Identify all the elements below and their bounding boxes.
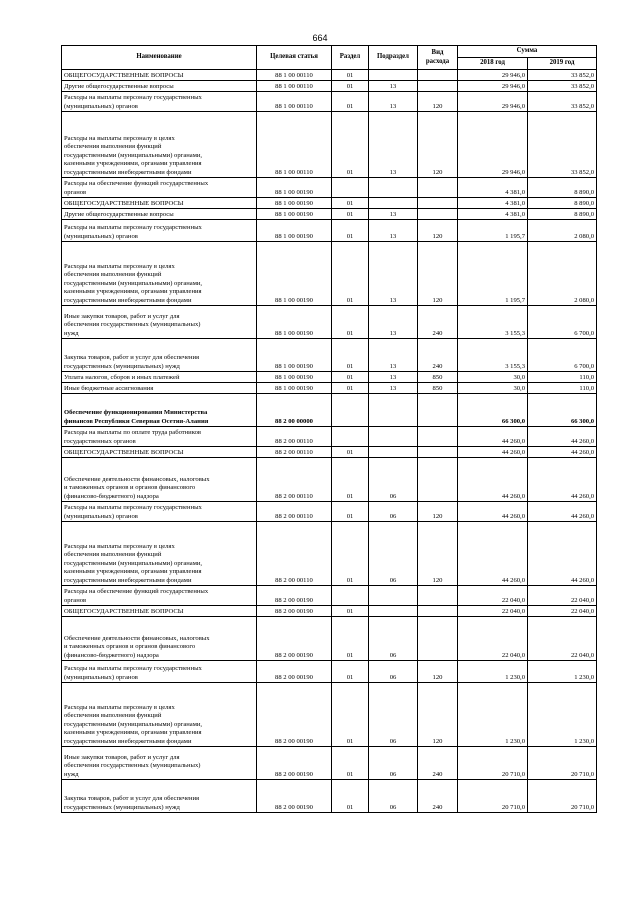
- row-target: 88 2 00 00190: [257, 617, 332, 661]
- row-expense-type: 120: [418, 220, 458, 242]
- row-sum-2018: 1 195,7: [458, 220, 528, 242]
- row-sum-2019: 44 260,0: [528, 522, 597, 586]
- table-row: [62, 372, 597, 383]
- table-body: [62, 70, 597, 813]
- row-expense-type: [418, 394, 458, 427]
- row-section: 01: [332, 502, 369, 522]
- row-subsection: [369, 178, 418, 198]
- row-subsection: 06: [369, 502, 418, 522]
- row-target: 88 2 00 00000: [257, 394, 332, 427]
- row-sum-2018: 30,0: [458, 372, 528, 383]
- budget-table: [61, 45, 597, 813]
- row-expense-type: [418, 427, 458, 447]
- row-name: Закупка товаров, работ и услуг для обеспечения государственных (муниципальных) нужд: [62, 339, 257, 372]
- row-section: 01: [332, 661, 369, 683]
- row-section: 01: [332, 683, 369, 747]
- row-sum-2019: 20 710,0: [528, 747, 597, 780]
- row-section: 01: [332, 606, 369, 617]
- row-target: 88 1 00 00190: [257, 220, 332, 242]
- row-name: Расходы на выплаты персоналу государственных (муниципальных) органов: [62, 220, 257, 242]
- row-name: ОБЩЕГОСУДАРСТВЕННЫЕ ВОПРОСЫ: [62, 447, 257, 458]
- row-subsection: 13: [369, 112, 418, 178]
- table-row: [62, 617, 597, 661]
- row-sum-2018: 29 946,0: [458, 92, 528, 112]
- row-sum-2018: 20 710,0: [458, 747, 528, 780]
- row-sum-2019: 1 230,0: [528, 683, 597, 747]
- row-section: 01: [332, 617, 369, 661]
- row-sum-2019: 44 260,0: [528, 427, 597, 447]
- row-name: Расходы на выплаты персоналу государственных (муниципальных) органов: [62, 92, 257, 112]
- row-expense-type: 120: [418, 112, 458, 178]
- row-subsection: [369, 394, 418, 427]
- row-sum-2018: 1 195,7: [458, 242, 528, 306]
- row-name: Закупка товаров, работ и услуг для обеспечения государственных (муниципальных) нужд: [62, 780, 257, 813]
- row-expense-type: [418, 198, 458, 209]
- row-name: Расходы на выплаты персоналу в целях обеспечения выполнения функций государственными (муниципальными) органами, казенными учреждениями, органами управления государственными внебюджетными фондами: [62, 522, 257, 586]
- row-section: 01: [332, 447, 369, 458]
- row-section: 01: [332, 92, 369, 112]
- header-subsection: Подраздел: [369, 46, 418, 70]
- row-sum-2019: 2 080,0: [528, 242, 597, 306]
- row-subsection: [369, 586, 418, 606]
- table-row: [62, 683, 597, 747]
- row-sum-2019: 20 710,0: [528, 780, 597, 813]
- row-sum-2018: 66 300,0: [458, 394, 528, 427]
- row-target: 88 2 00 00110: [257, 427, 332, 447]
- row-sum-2019: 33 852,0: [528, 92, 597, 112]
- row-target: 88 1 00 00110: [257, 112, 332, 178]
- row-name: Расходы на выплаты по оплате труда работников государственных органов: [62, 427, 257, 447]
- row-subsection: 06: [369, 683, 418, 747]
- row-sum-2019: 2 080,0: [528, 220, 597, 242]
- row-target: 88 1 00 00190: [257, 209, 332, 220]
- row-name: Другие общегосударственные вопросы: [62, 81, 257, 92]
- row-section: [332, 427, 369, 447]
- row-sum-2019: 8 890,0: [528, 198, 597, 209]
- row-sum-2018: 44 260,0: [458, 502, 528, 522]
- row-name: Уплата налогов, сборов и иных платежей: [62, 372, 257, 383]
- row-expense-type: [418, 209, 458, 220]
- row-name: Обеспечение деятельности финансовых, налоговых и таможенных органов и органов финансового (финансово-бюджетного) надзора: [62, 617, 257, 661]
- row-sum-2019: 8 890,0: [528, 209, 597, 220]
- row-target: 88 2 00 00110: [257, 522, 332, 586]
- table-row: [62, 458, 597, 502]
- row-target: 88 1 00 00190: [257, 339, 332, 372]
- table-row: [62, 209, 597, 220]
- table-header: [62, 46, 597, 70]
- row-subsection: 13: [369, 209, 418, 220]
- row-target: 88 1 00 00190: [257, 242, 332, 306]
- row-subsection: [369, 427, 418, 447]
- row-sum-2018: 20 710,0: [458, 780, 528, 813]
- row-sum-2019: 33 852,0: [528, 112, 597, 178]
- row-target: 88 2 00 00190: [257, 683, 332, 747]
- row-sum-2019: 44 260,0: [528, 502, 597, 522]
- row-target: 88 1 00 00110: [257, 70, 332, 81]
- table-row: [62, 383, 597, 394]
- table-row: [62, 780, 597, 813]
- table-row: [62, 339, 597, 372]
- row-target: 88 2 00 00190: [257, 606, 332, 617]
- row-section: 01: [332, 81, 369, 92]
- table-row: [62, 427, 597, 447]
- row-name: ОБЩЕГОСУДАРСТВЕННЫЕ ВОПРОСЫ: [62, 70, 257, 81]
- page-number: 664: [312, 33, 328, 43]
- row-section: 01: [332, 70, 369, 81]
- header-year-2018: 2018 год: [458, 58, 528, 70]
- row-section: 01: [332, 522, 369, 586]
- header-sum: Сумма: [458, 46, 597, 58]
- row-section: 01: [332, 339, 369, 372]
- row-name: Расходы на выплаты персоналу в целях обеспечения выполнения функций государственными (муниципальными) органами, казенными учреждениями, органами управления государственными внебюджетными фондами: [62, 242, 257, 306]
- row-expense-type: 850: [418, 383, 458, 394]
- row-expense-type: 120: [418, 502, 458, 522]
- row-expense-type: 120: [418, 683, 458, 747]
- row-expense-type: [418, 447, 458, 458]
- row-expense-type: [418, 178, 458, 198]
- row-sum-2018: 44 260,0: [458, 427, 528, 447]
- table-row: [62, 661, 597, 683]
- row-subsection: 06: [369, 661, 418, 683]
- row-sum-2019: 44 260,0: [528, 447, 597, 458]
- row-sum-2019: 8 890,0: [528, 178, 597, 198]
- row-sum-2018: 3 155,3: [458, 339, 528, 372]
- table-row: [62, 198, 597, 209]
- row-subsection: 13: [369, 242, 418, 306]
- row-target: 88 2 00 00190: [257, 780, 332, 813]
- row-name: Расходы на выплаты персоналу государственных (муниципальных) органов: [62, 661, 257, 683]
- header-expense-type: Вид расхода: [418, 46, 458, 70]
- row-section: 01: [332, 306, 369, 339]
- row-target: 88 1 00 00190: [257, 372, 332, 383]
- row-sum-2019: 6 700,0: [528, 339, 597, 372]
- row-expense-type: 240: [418, 306, 458, 339]
- row-target: 88 2 00 00190: [257, 586, 332, 606]
- row-target: 88 2 00 00190: [257, 747, 332, 780]
- row-target: 88 1 00 00190: [257, 178, 332, 198]
- row-sum-2018: 29 946,0: [458, 112, 528, 178]
- row-subsection: 13: [369, 92, 418, 112]
- row-section: 01: [332, 220, 369, 242]
- row-name: Расходы на выплаты персоналу в целях обеспечения выполнения функций государственными (муниципальными) органами, казенными учреждениями, органами управления государственными внебюджетными фондами: [62, 683, 257, 747]
- row-sum-2019: 33 852,0: [528, 70, 597, 81]
- row-subsection: 13: [369, 372, 418, 383]
- row-expense-type: 850: [418, 372, 458, 383]
- row-sum-2019: 110,0: [528, 383, 597, 394]
- row-subsection: 13: [369, 81, 418, 92]
- row-target: 88 1 00 00190: [257, 198, 332, 209]
- row-sum-2019: 22 040,0: [528, 586, 597, 606]
- row-sum-2019: 1 230,0: [528, 661, 597, 683]
- row-target: 88 2 00 00110: [257, 502, 332, 522]
- row-section: 01: [332, 209, 369, 220]
- row-sum-2018: 22 040,0: [458, 586, 528, 606]
- row-expense-type: [418, 586, 458, 606]
- row-section: [332, 394, 369, 427]
- row-expense-type: [418, 617, 458, 661]
- table-row: [62, 394, 597, 427]
- table-row: [62, 522, 597, 586]
- row-subsection: 13: [369, 306, 418, 339]
- table-row: [62, 220, 597, 242]
- row-sum-2018: 29 946,0: [458, 70, 528, 81]
- table-row: [62, 242, 597, 306]
- row-expense-type: [418, 606, 458, 617]
- row-subsection: 13: [369, 220, 418, 242]
- row-subsection: [369, 70, 418, 81]
- row-name: Расходы на выплаты персоналу в целях обеспечения выполнения функций государственными (муниципальными) органами, казенными учреждениями, органами управления государственными внебюджетными фондами: [62, 112, 257, 178]
- row-section: 01: [332, 383, 369, 394]
- row-section: 01: [332, 780, 369, 813]
- table-row: [62, 502, 597, 522]
- row-name: Расходы на обеспечение функций государственных органов: [62, 178, 257, 198]
- row-sum-2019: 22 040,0: [528, 617, 597, 661]
- row-sum-2018: 4 381,0: [458, 209, 528, 220]
- table-row: [62, 178, 597, 198]
- table-row: [62, 92, 597, 112]
- row-subsection: 06: [369, 522, 418, 586]
- row-sum-2018: 3 155,3: [458, 306, 528, 339]
- table-row: [62, 747, 597, 780]
- row-target: 88 1 00 00190: [257, 383, 332, 394]
- table-row: [62, 447, 597, 458]
- row-expense-type: 120: [418, 92, 458, 112]
- row-sum-2018: 22 040,0: [458, 606, 528, 617]
- row-name: Иные бюджетные ассигнования: [62, 383, 257, 394]
- row-expense-type: 120: [418, 661, 458, 683]
- row-subsection: 13: [369, 339, 418, 372]
- row-sum-2019: 66 300,0: [528, 394, 597, 427]
- row-sum-2018: 44 260,0: [458, 522, 528, 586]
- row-expense-type: [418, 458, 458, 502]
- row-expense-type: [418, 81, 458, 92]
- row-sum-2019: 110,0: [528, 372, 597, 383]
- row-expense-type: 240: [418, 780, 458, 813]
- table-row: [62, 606, 597, 617]
- row-target: 88 2 00 00190: [257, 661, 332, 683]
- row-section: 01: [332, 112, 369, 178]
- row-target: 88 2 00 00110: [257, 458, 332, 502]
- row-sum-2019: 44 260,0: [528, 458, 597, 502]
- row-sum-2018: 1 230,0: [458, 683, 528, 747]
- row-section: 01: [332, 458, 369, 502]
- row-name: Другие общегосударственные вопросы: [62, 209, 257, 220]
- row-subsection: 13: [369, 383, 418, 394]
- row-sum-2019: 33 852,0: [528, 81, 597, 92]
- row-name: Иные закупки товаров, работ и услуг для обеспечения государственных (муниципальных) нужд: [62, 747, 257, 780]
- row-section: 01: [332, 242, 369, 306]
- row-subsection: [369, 606, 418, 617]
- row-section: 01: [332, 747, 369, 780]
- row-sum-2019: 6 700,0: [528, 306, 597, 339]
- row-section: [332, 178, 369, 198]
- row-sum-2018: 44 260,0: [458, 447, 528, 458]
- row-sum-2019: 22 040,0: [528, 606, 597, 617]
- row-subsection: [369, 447, 418, 458]
- row-target: 88 2 00 00110: [257, 447, 332, 458]
- row-subsection: 06: [369, 780, 418, 813]
- row-subsection: 06: [369, 617, 418, 661]
- table-row: [62, 70, 597, 81]
- row-subsection: 06: [369, 747, 418, 780]
- row-section: 01: [332, 372, 369, 383]
- row-expense-type: [418, 70, 458, 81]
- row-name: Расходы на выплаты персоналу государственных (муниципальных) органов: [62, 502, 257, 522]
- row-subsection: [369, 198, 418, 209]
- row-name: ОБЩЕГОСУДАРСТВЕННЫЕ ВОПРОСЫ: [62, 198, 257, 209]
- table-row: [62, 586, 597, 606]
- row-name: Иные закупки товаров, работ и услуг для обеспечения государственных (муниципальных) нужд: [62, 306, 257, 339]
- row-sum-2018: 4 381,0: [458, 198, 528, 209]
- row-sum-2018: 22 040,0: [458, 617, 528, 661]
- row-expense-type: 120: [418, 522, 458, 586]
- row-section: 01: [332, 198, 369, 209]
- header-target: Целевая статья: [257, 46, 332, 70]
- row-sum-2018: 4 381,0: [458, 178, 528, 198]
- table-row: [62, 112, 597, 178]
- row-expense-type: 120: [418, 242, 458, 306]
- row-expense-type: 240: [418, 747, 458, 780]
- row-sum-2018: 1 230,0: [458, 661, 528, 683]
- row-name: Обеспечение деятельности финансовых, налоговых и таможенных органов и органов финансового (финансово-бюджетного) надзора: [62, 458, 257, 502]
- row-name: Расходы на обеспечение функций государственных органов: [62, 586, 257, 606]
- row-sum-2018: 44 260,0: [458, 458, 528, 502]
- row-sum-2018: 30,0: [458, 383, 528, 394]
- header-section: Раздел: [332, 46, 369, 70]
- header-name: Наименование: [62, 46, 257, 70]
- row-target: 88 1 00 00110: [257, 92, 332, 112]
- row-target: 88 1 00 00110: [257, 81, 332, 92]
- row-sum-2018: 29 946,0: [458, 81, 528, 92]
- table-row: [62, 306, 597, 339]
- row-name: Обеспечение функционирования Министерства финансов Республики Северная Осетия-Алания: [62, 394, 257, 427]
- row-subsection: 06: [369, 458, 418, 502]
- row-expense-type: 240: [418, 339, 458, 372]
- row-name: ОБЩЕГОСУДАРСТВЕННЫЕ ВОПРОСЫ: [62, 606, 257, 617]
- header-year-2019: 2019 год: [528, 58, 597, 70]
- row-section: [332, 586, 369, 606]
- row-target: 88 1 00 00190: [257, 306, 332, 339]
- table-row: [62, 81, 597, 92]
